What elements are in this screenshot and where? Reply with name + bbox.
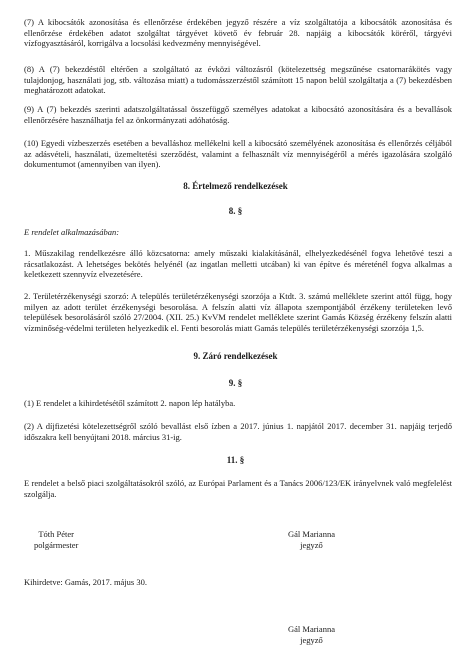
closing-provision-1: (1) E rendelet a kihirdetésétől számított 2. napon lép hatályba. — [24, 398, 236, 408]
section-9-heading: 9. § — [228, 378, 243, 388]
notary-title: jegyző — [300, 539, 323, 550]
second-notary-title: jegyző — [300, 634, 323, 645]
chapter-9-heading: 9. Záró rendelkezések — [193, 351, 278, 361]
section-8-heading: 8. § — [228, 206, 243, 216]
definition-2: 2. Területérzékenységi szorzó: A település területérzékenységi szorzója a Ktdt. 3. számú melléklete szerint attól függ, hogy milyen az adott terület érzékenységi besorolása. A felszín alatti víz állapota szempontjából érzékeny területeken levő települések besorolásáról szóló 27/2004. (XII. 25.) KvVM rendelet melléklete szerint Gamás Község érzékeny felszín alatti vízminőség-védelmi területen helyezkedik el. Fenti besorolás miatt Gamás település területérzékenységi szorzója 1,5. — [24, 291, 452, 333]
closing-provision-2: (2) A díjfizetési kötelezettségről szóló bevallást első ízben a 2017. június 1. napjától 2017. december 31. napjáig terjedő időszakra kell benyújtani 2018. március 31-ig. — [24, 421, 452, 442]
paragraph-8: (8) A (7) bekezdéstől eltérően a szolgáltató az évközi változásról (kötelezettség megszűnése csatornarákötés vagy tulajdonjog, használati jog, stb. változása miatt) a tudomásszerzéstől számított 15 napon belül szolgáltatja a (7) bekezdésben meghatározott adatokat. — [24, 64, 452, 95]
chapter-8-heading: 8. Értelmező rendelkezések — [183, 181, 288, 191]
notary-name: Gál Marianna — [288, 529, 335, 539]
second-notary-signature-block — [288, 624, 335, 645]
mayor-title: polgármester — [34, 539, 79, 550]
mayor-signature-block — [34, 529, 78, 550]
paragraph-7: (7) A kibocsátók azonosítása és ellenőrzése érdekében jegyző részére a víz szolgáltatója a kibocsátók azonosítása és ellenőrzése érdekében adatot szolgáltat tárgyévet követő év február 28. napjáig a kibocsátók köréről, tárgyévi vízfogyasztásáról, korrigálva a locsolási kedvezmény mennyiségével. — [24, 17, 452, 48]
definition-1: 1. Műszakilag rendelkezésre álló közcsatorna: amely műszaki kialakításánál, elhelyezkedésénél fogva lehetővé teszi a rácsatlakozást. A lehetséges bekötés helyénél (az ingatlan melletti utcában) ki van építve és méreténél fogva alkalmas a keletkezett szennyvíz elvezetésére. — [24, 248, 452, 279]
second-notary-name: Gál Marianna — [288, 624, 335, 634]
notary-signature-block — [288, 529, 335, 550]
paragraph-10: (10) Egyedi vízbeszerzés esetében a bevalláshoz mellékelni kell a kibocsátó személyének azonosítása és ellenőrzés céljából az adásvételi, használati, üzemeltetési szerződést, valamint a felhasznált víz mennyiségéről a mérés igazolására szolgáló dokumentumot (amennyiben van ilyen). — [24, 138, 452, 169]
section-11-heading: 11. § — [226, 455, 245, 465]
promulgation-date: Kihirdetve: Gamás, 2017. május 30. — [24, 577, 147, 587]
section-11-text: E rendelet a belső piaci szolgáltatásokról szóló, az Európai Parlament és a Tanács 2006/123/EK irányelvnek való megfelelést szolgálja. — [24, 478, 452, 499]
mayor-name: Tóth Péter — [38, 529, 75, 539]
paragraph-9: (9) A (7) bekezdés szerinti adatszolgáltatással összefüggő személyes adatokat a kibocsátó azonosítására és a bevallások ellenőrzésére használhatja fel az önkormányzati adóhatóság. — [24, 104, 452, 125]
section-8-intro: E rendelet alkalmazásában: — [24, 227, 120, 237]
